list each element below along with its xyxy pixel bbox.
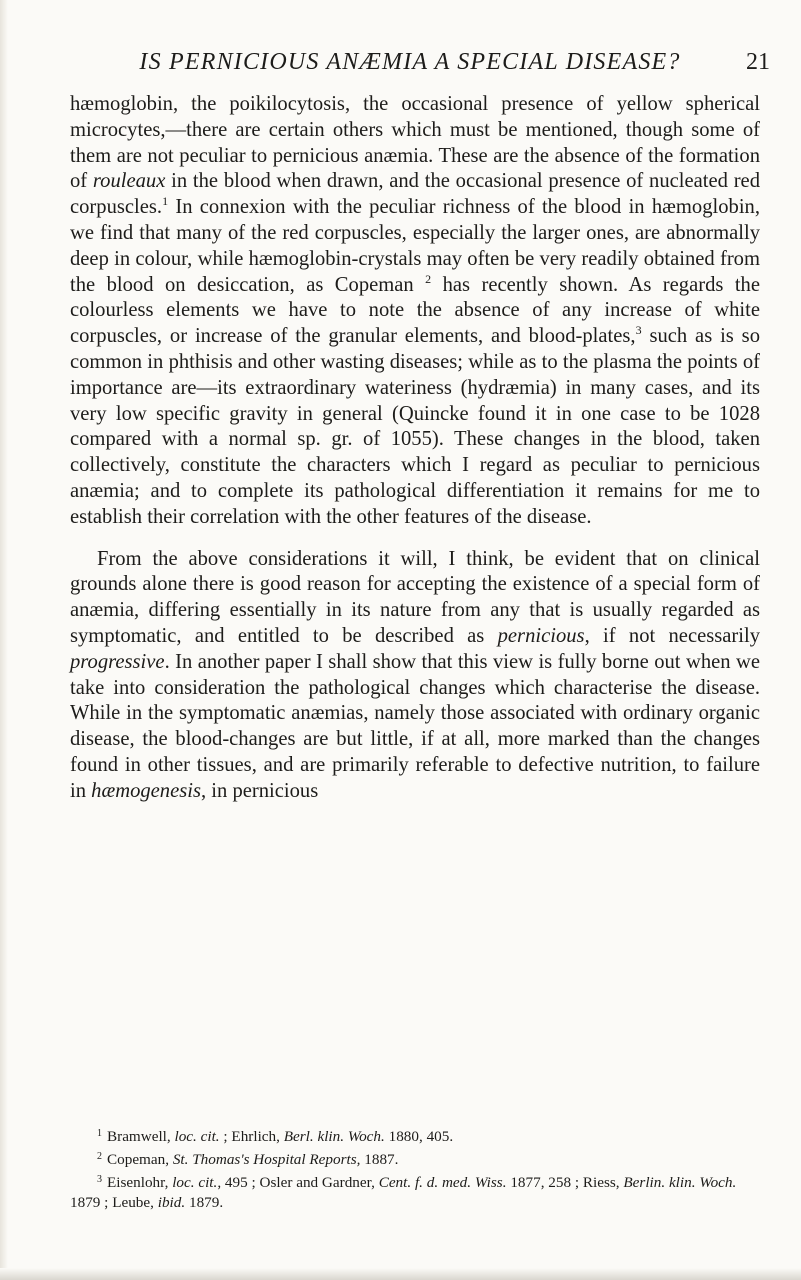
footnote-marker: 2: [425, 271, 432, 286]
text-run: Eisenlohr,: [107, 1174, 173, 1191]
text-run: ; Ehrlich,: [219, 1128, 284, 1145]
text-run: 1880, 405.: [384, 1128, 454, 1145]
italic-text: rouleaux: [92, 170, 166, 193]
text-run: hæmoglobin, the poikilocytosis, the occasional presence of yellow spherical microcytes,—there are certain others which must be mentioned, though some of them are not peculiar to pernicious anæmia. These are the absence of the formation of: [70, 93, 760, 193]
text-run: , 495 ; Osler and Gardner,: [217, 1174, 379, 1191]
text-run: , if not necessarily: [584, 624, 760, 647]
text-run: Bramwell,: [107, 1128, 175, 1145]
italic-text: pernicious: [497, 624, 585, 647]
text-run: In connexion with the peculiar richness of the blood in hæmoglobin, we find that many of the red corpuscles, especially the larger ones, are abnormally deep in colour, while hæmoglobin-crystals may often be very readily obtained from the blood on desiccation, as Copeman: [70, 196, 760, 296]
text-run: , in pernicious: [201, 779, 319, 802]
text-run: such as is so common in phthisis and other wasting diseases; while as to the plasma the points of importance are—its extraordinary wateriness (hydræmia) in many cases, and its very low specific gravity in general (Quincke found it in one case to be 1028 compared with a normal sp. gr. of 1055). These changes in the blood, taken collectively, constitute the characters which I regard as peculiar to pernicious anæmia; and to complete its pathological differentiation it remains for me to establish their correlation with the other features of the disease.: [70, 325, 760, 528]
text-run: has recently shown. As regards the colourless elements we have to note the absence of any increase of white corpuscles, or increase of the granular elements, and blood-plates,: [70, 273, 760, 348]
italic-text: loc. cit.: [172, 1174, 218, 1191]
text-run: Copeman,: [107, 1151, 173, 1168]
text-run: in the blood when drawn, and the occasional presence of nucleated red corpuscles.: [70, 170, 760, 219]
footnote-number: 2: [97, 1151, 102, 1162]
italic-text: St. Thomas's Hospital Reports,: [172, 1151, 361, 1168]
paragraph: [70, 547, 760, 805]
footnote: [70, 1124, 760, 1147]
text-run: . In another paper I shall show that this view is fully borne out when we take into consideration the pathological changes which characterise the disease. While in the symptomatic anæmias, namely those associated with ordinary organic disease, the blood-changes are but little, if at all, more marked than the changes found in other tissues, and are primarily referable to defective nutrition, to failure in: [70, 650, 760, 802]
footnote-marker: 1: [162, 194, 169, 209]
text-run: 1877, 258 ; Riess,: [506, 1174, 624, 1191]
italic-text: progressive: [70, 650, 165, 673]
footnote: [70, 1147, 760, 1170]
italic-text: hæmogenesis: [91, 779, 201, 802]
text-run: 1887.: [360, 1151, 399, 1168]
page-number: 21: [746, 49, 770, 75]
page-gutter-shadow: [0, 0, 8, 1280]
body-text: [70, 92, 760, 805]
italic-text: Berlin. klin. Woch.: [623, 1174, 737, 1191]
running-head: [90, 42, 770, 82]
footnote-number: 3: [97, 1174, 102, 1185]
italic-text: Berl. klin. Woch.: [283, 1128, 385, 1145]
italic-text: ibid.: [157, 1194, 186, 1211]
text-run: From the above considerations it will, I think, be evident that on clinical grounds alone there is good reason for accepting the existence of a special form of anæmia, differing essentially in its nature from any that is usually regarded as symptomatic, and entitled to be described as: [70, 547, 760, 647]
footnotes: [70, 1124, 760, 1213]
text-run: 1879.: [185, 1194, 224, 1211]
footnote-marker: 3: [635, 323, 642, 338]
text-run: 1879 ; Leube,: [70, 1194, 158, 1211]
italic-text: loc. cit.: [174, 1128, 220, 1145]
running-title: IS PERNICIOUS ANÆMIA A SPECIAL DISEASE?: [139, 49, 681, 75]
paragraph: [70, 92, 760, 531]
footnote: [70, 1170, 760, 1213]
page-bottom-edge: [0, 1268, 801, 1280]
footnote-number: 1: [97, 1128, 102, 1139]
italic-text: Cent. f. d. med. Wiss.: [378, 1174, 507, 1191]
